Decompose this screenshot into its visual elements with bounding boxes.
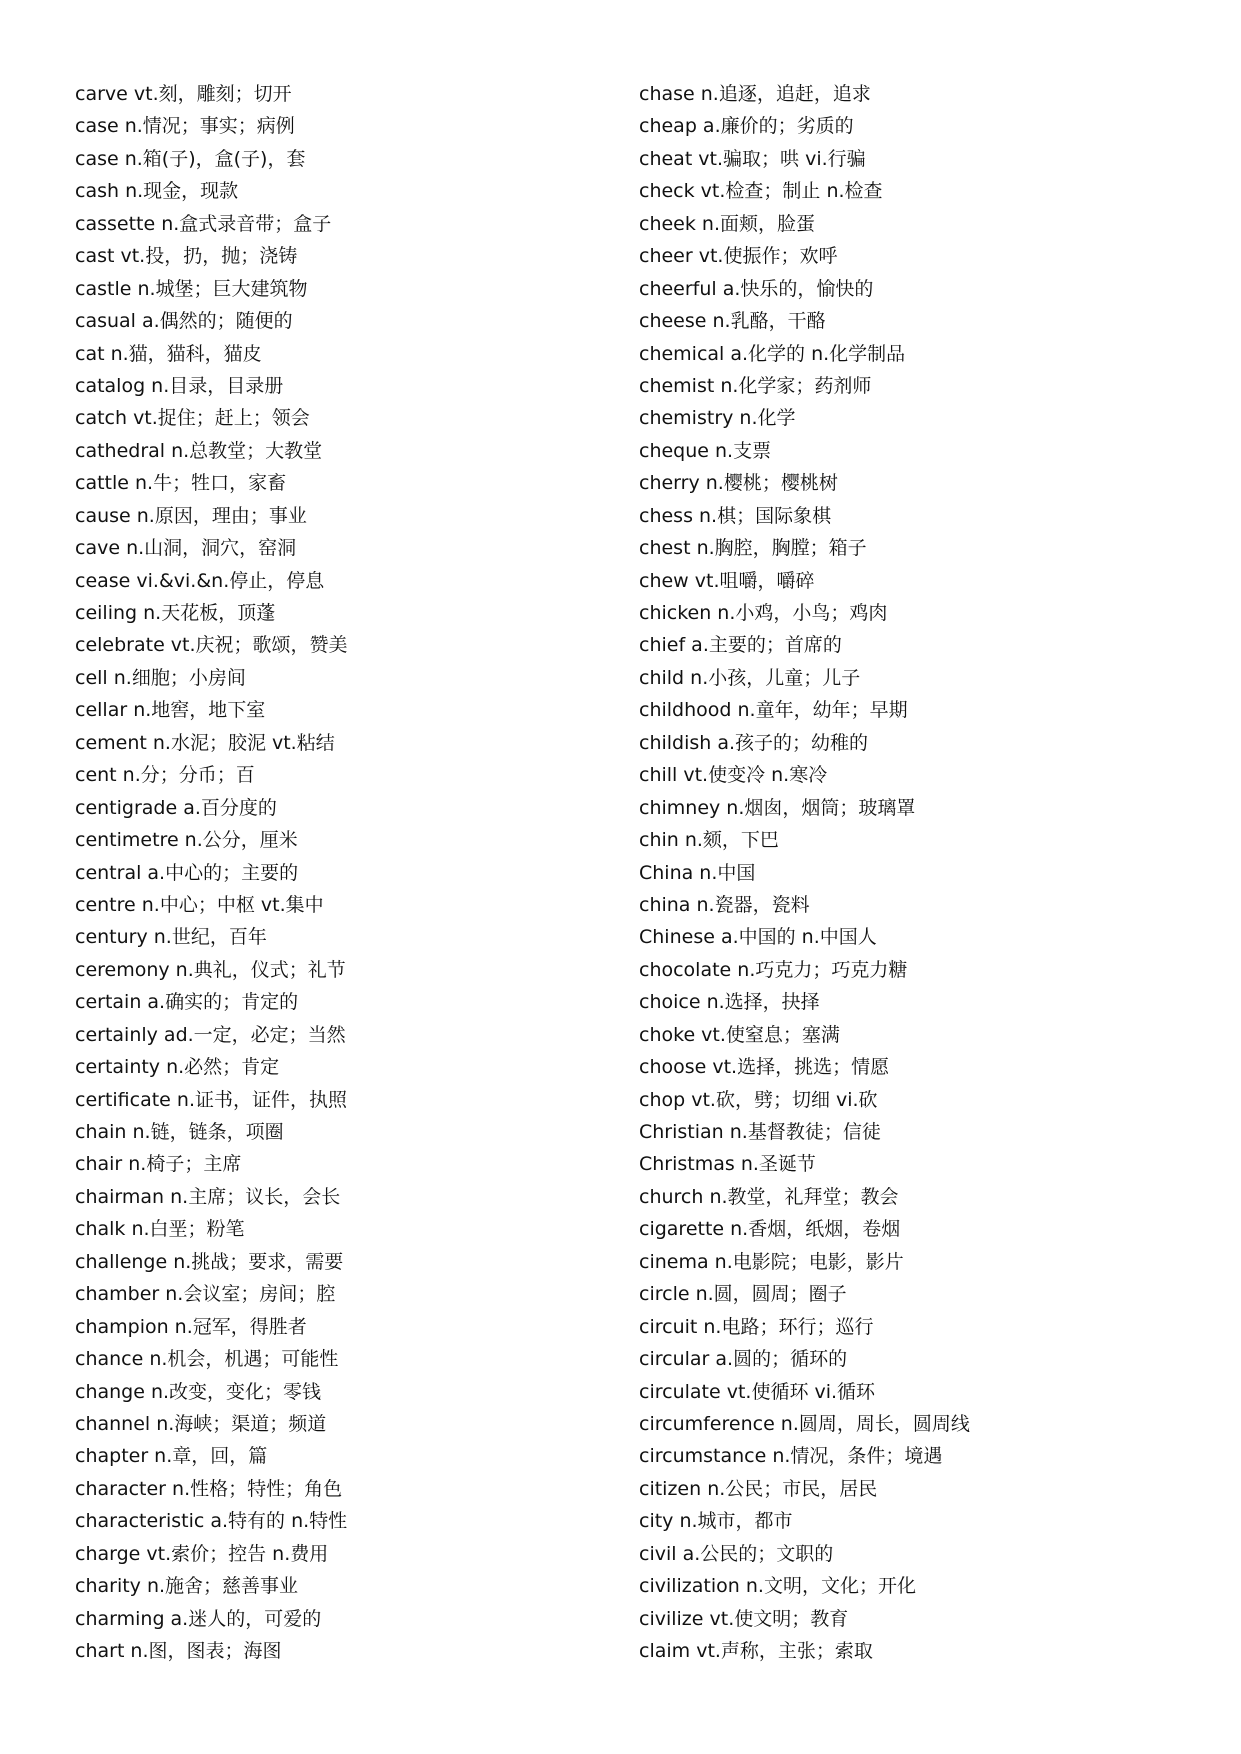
vocab-entry: childhood n.童年，幼年；早期 xyxy=(639,699,908,722)
vocab-entry: cat n.猫，猫科，猫皮 xyxy=(75,342,262,365)
vocab-entry: circular a.圆的；循环的 xyxy=(639,1348,848,1371)
vocab-entry: cheap a.廉价的；劣质的 xyxy=(639,115,854,138)
vocab-entry: century n.世纪，百年 xyxy=(75,926,267,949)
vocab-entry: china n.瓷器，瓷料 xyxy=(639,893,810,916)
vocab-entry: cheerful a.快乐的，愉快的 xyxy=(639,277,874,300)
vocab-entry: chairman n.主席；议长，会长 xyxy=(75,1185,341,1208)
vocab-entry: chin n.颏，下巴 xyxy=(639,829,779,852)
vocab-entry: cheese n.乳酪，干酪 xyxy=(639,310,826,333)
vocab-entry: centre n.中心；中枢 vt.集中 xyxy=(75,893,324,916)
vocab-entry: chemical a.化学的 n.化学制品 xyxy=(639,342,906,365)
vocab-entry: childish a.孩子的；幼稚的 xyxy=(639,731,869,754)
vocab-entry: carve vt.刻，雕刻；切开 xyxy=(75,83,292,105)
vocab-entry: cheat vt.骗取；哄 vi.行骗 xyxy=(639,147,866,170)
vocab-entry: castle n.城堡；巨大建筑物 xyxy=(75,277,308,300)
vocab-entry: circulate vt.使循环 vi.循环 xyxy=(639,1380,876,1403)
vocab-entry: cash n.现金，现款 xyxy=(75,180,239,203)
vocab-entry: circuit n.电路；环行；巡行 xyxy=(639,1315,874,1338)
vocab-entry: cellar n.地窖，地下室 xyxy=(75,699,266,722)
vocab-entry: chest n.胸腔，胸膛；箱子 xyxy=(639,537,867,560)
vocab-entry: cheek n.面颊，脸蛋 xyxy=(639,212,815,235)
vocab-entry: chemist n.化学家；药剂师 xyxy=(639,374,872,397)
vocab-entry: cattle n.牛；牲口，家畜 xyxy=(75,472,287,495)
vocab-entry: Christian n.基督教徒；信徒 xyxy=(639,1121,881,1143)
left-column xyxy=(75,78,595,1667)
vocab-entry: choice n.选择，抉择 xyxy=(639,991,820,1014)
vocab-entry: cease vi.&vi.&n.停止，停息 xyxy=(75,569,325,592)
vocab-entry: certainty n.必然；肯定 xyxy=(75,1056,280,1079)
vocab-entry: chase n.追逐，追赶，追求 xyxy=(639,83,871,105)
vocab-entry: cinema n.电影院；电影，影片 xyxy=(639,1250,904,1273)
vocab-entry: chop vt.砍，劈；切细 vi.砍 xyxy=(639,1088,878,1111)
vocab-entry: ceiling n.天花板，顶蓬 xyxy=(75,602,276,624)
vocab-entry: cause n.原因，理由；事业 xyxy=(75,504,307,527)
vocab-entry: Christmas n.圣诞节 xyxy=(639,1153,816,1176)
vocab-entry: cement n.水泥；胶泥 vt.粘结 xyxy=(75,731,335,754)
vocab-entry: chemistry n.化学 xyxy=(639,407,796,430)
vocab-entry: centigrade a.百分度的 xyxy=(75,796,277,819)
vocab-entry: chapter n.章，回，篇 xyxy=(75,1445,268,1468)
vocab-entry: certainly ad.一定，必定；当然 xyxy=(75,1023,346,1046)
vocab-entry: cheque n.支票 xyxy=(639,439,772,462)
vocab-entry: cent n.分；分币；百 xyxy=(75,764,255,787)
vocab-entry: charming a.迷人的，可爱的 xyxy=(75,1607,322,1630)
vocab-entry: charity n.施舍；慈善事业 xyxy=(75,1575,299,1598)
vocab-entry: charge vt.索价；控告 n.费用 xyxy=(75,1542,329,1565)
vocab-entry: city n.城市，都市 xyxy=(639,1510,793,1533)
vocab-entry: circumstance n.情况，条件；境遇 xyxy=(639,1445,943,1468)
vocab-entry: chance n.机会，机遇；可能性 xyxy=(75,1348,339,1371)
vocab-entry: chill vt.使变冷 n.寒冷 xyxy=(639,764,828,787)
vocab-entry: chair n.椅子；主席 xyxy=(75,1153,242,1176)
vocab-entry: chicken n.小鸡，小鸟；鸡肉 xyxy=(639,602,888,624)
vocab-entry: China n.中国 xyxy=(639,861,756,884)
vocab-entry: chain n.链，链条，项圈 xyxy=(75,1121,284,1143)
vocab-entry: cell n.细胞；小房间 xyxy=(75,666,246,689)
vocab-entry: choose vt.选择，挑选；情愿 xyxy=(639,1056,890,1079)
vocab-entry: church n.教堂，礼拜堂；教会 xyxy=(639,1185,899,1208)
vocab-entry: cigarette n.香烟，纸烟，卷烟 xyxy=(639,1218,901,1241)
vocab-entry: cathedral n.总教堂；大教堂 xyxy=(75,439,323,462)
vocab-entry: cave n.山洞，洞穴，窑洞 xyxy=(75,537,297,560)
vocab-entry: case n.箱(子)，盒(子)，套 xyxy=(75,147,306,170)
vocab-entry: chart n.图，图表；海图 xyxy=(75,1640,282,1662)
vocab-entry: civil a.公民的；文职的 xyxy=(639,1542,834,1565)
vocab-entry: challenge n.挑战；要求，需要 xyxy=(75,1250,344,1273)
vocab-entry: celebrate vt.庆祝；歌颂，赞美 xyxy=(75,634,348,657)
vocab-entry: chocolate n.巧克力；巧克力糖 xyxy=(639,958,908,981)
vocab-entry: check vt.检查；制止 n.检查 xyxy=(639,180,883,203)
vocab-entry: chalk n.白垩；粉笔 xyxy=(75,1218,245,1241)
vocab-entry: ceremony n.典礼，仪式；礼节 xyxy=(75,958,346,981)
vocab-entry: citizen n.公民；市民，居民 xyxy=(639,1477,878,1500)
vocab-entry: choke vt.使窒息；塞满 xyxy=(639,1023,840,1046)
vocab-entry: circumference n.圆周，周长，圆周线 xyxy=(639,1412,970,1435)
vocab-entry: central a.中心的；主要的 xyxy=(75,861,299,884)
vocab-entry: chess n.棋；国际象棋 xyxy=(639,504,832,527)
vocab-entry: catch vt.捉住；赶上；领会 xyxy=(75,407,310,430)
vocab-entry: character n.性格；特性；角色 xyxy=(75,1477,343,1500)
vocab-entry: cast vt.投，扔，抛；浇铸 xyxy=(75,245,298,268)
vocab-entry: change n.改变，变化；零钱 xyxy=(75,1380,322,1403)
vocab-entry: channel n.海峡；渠道；频道 xyxy=(75,1412,327,1435)
vocab-entry: cassette n.盒式录音带；盒子 xyxy=(75,212,332,235)
vocab-entry: civilize vt.使文明；教育 xyxy=(639,1607,849,1630)
vocab-entry: cherry n.樱桃；樱桃树 xyxy=(639,472,838,495)
vocab-entry: casual a.偶然的；随便的 xyxy=(75,310,293,333)
vocab-entry: characteristic a.特有的 n.特性 xyxy=(75,1510,348,1533)
vocab-entry: Chinese a.中国的 n.中国人 xyxy=(639,926,877,949)
vocab-entry: certificate n.证书，证件，执照 xyxy=(75,1088,347,1111)
vocab-entry: cheer vt.使振作；欢呼 xyxy=(639,245,838,268)
vocab-entry: chimney n.烟囱，烟筒；玻璃罩 xyxy=(639,796,916,819)
vocab-entry: certain a.确实的；肯定的 xyxy=(75,991,299,1014)
vocab-entry: chief a.主要的；首席的 xyxy=(639,634,842,657)
vocab-entry: circle n.圆，圆周；圈子 xyxy=(639,1283,847,1306)
vocab-entry: chamber n.会议室；房间；腔 xyxy=(75,1283,336,1306)
vocab-entry: child n.小孩，儿童；儿子 xyxy=(639,666,861,689)
vocab-entry: civilization n.文明，文化；开化 xyxy=(639,1575,916,1598)
vocab-entry: case n.情况；事实；病例 xyxy=(75,115,295,138)
right-column xyxy=(639,78,1159,1667)
vocab-entry: centimetre n.公分，厘米 xyxy=(75,829,298,852)
vocab-entry: champion n.冠军，得胜者 xyxy=(75,1315,307,1338)
vocab-entry: claim vt.声称，主张；索取 xyxy=(639,1640,873,1662)
vocab-entry: chew vt.咀嚼，嚼碎 xyxy=(639,569,815,592)
vocab-entry: catalog n.目录，目录册 xyxy=(75,374,284,397)
